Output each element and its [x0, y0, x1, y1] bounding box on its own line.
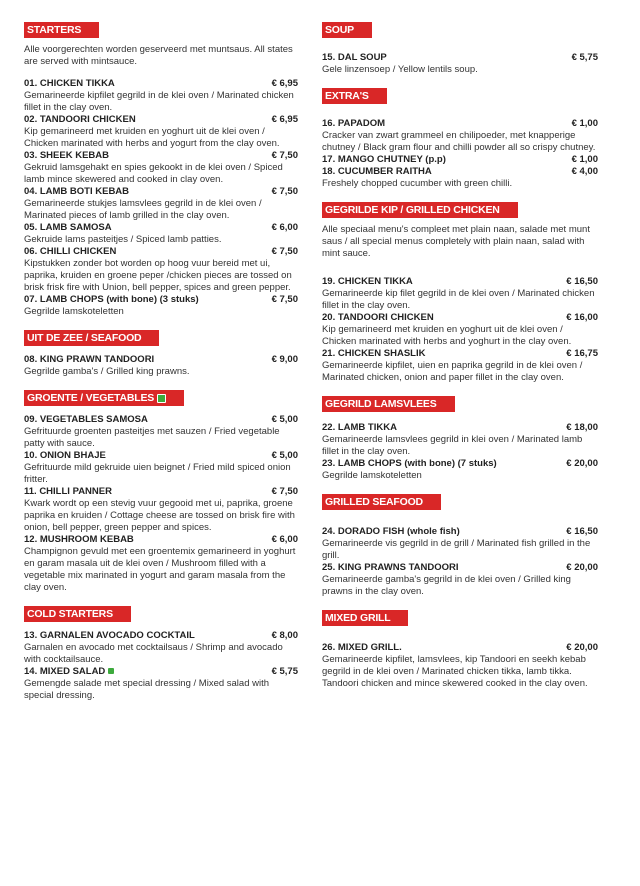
item-description: Kipstukken zonder bot worden op hoog vuur bereid met ui, paprika, kruiden en groene peper /chicken pieces are tossed on brisk frisk fire with Union, bell pepper, spices and green pepper.: [24, 258, 292, 293]
item-description: Champignon gevuld met een groentemix gemarineerd in yoghurt en garam masala uit de klei oven / Mushroom filled with a vegetable mix marinated in yogurt and garam masala from the clay oven.: [24, 546, 296, 593]
item-price: € 18,00: [566, 422, 598, 433]
item-name: 26. MIXED GRILL.: [322, 642, 402, 653]
item-description: Gegrilde lamskoteletten: [24, 306, 124, 317]
item-name: 04. LAMB BOTI KEBAB: [24, 186, 130, 197]
item-name: 15. DAL SOUP: [322, 52, 387, 63]
menu-item: [24, 534, 298, 594]
item-description: Gekruid lamsgehakt en spies gekookt in de klei oven / Spiced lamb mince skewered and cooked in clay oven.: [24, 162, 283, 185]
item-name: 07. LAMB CHOPS (with bone) (3 stuks): [24, 294, 199, 305]
menu-item: [322, 118, 598, 154]
item-description: Gemarineerde kipfilet, lamsvlees, kip Tandoori en seekh kebab gegrild in de klei oven / Marinated chicken tikka, lamb tikka. Tandoori chicken and mince skewered cooked in the clay oven.: [322, 654, 588, 689]
item-price: € 1,00: [571, 154, 598, 165]
section-header-label: GROENTE / VEGETABLES: [27, 392, 155, 404]
item-description: Gemarineerde vis gegrild in de grill / Marinated fish grilled in the grill.: [322, 538, 591, 561]
item-name: 10. ONION BHAJE: [24, 450, 106, 461]
menu-item: [24, 666, 298, 702]
item-price: € 6,00: [271, 534, 298, 545]
left-column: [24, 20, 298, 702]
menu-item: [322, 312, 598, 348]
item-name: 16. PAPADOM: [322, 118, 385, 129]
section-header: UIT DE ZEE / SEAFOOD: [24, 330, 159, 346]
item-price: € 7,50: [271, 294, 298, 305]
menu-item: [322, 526, 598, 562]
section-grilled-seafood: [322, 492, 598, 598]
menu-item: [24, 78, 298, 114]
item-description: Gemarineerde gamba's gegrild in de klei oven / Grilled king prawns in the clay oven.: [322, 574, 571, 597]
item-name: 03. SHEEK KEBAB: [24, 150, 109, 161]
menu-item: [322, 52, 598, 76]
item-description: Gefrituurde groenten pasteitjes met sauzen / Fried vegetable patty with sauce.: [24, 426, 280, 449]
menu-item: [24, 114, 298, 150]
item-description: Gekruide lams pasteitjes / Spiced lamb patties.: [24, 234, 222, 245]
menu-item: [24, 354, 298, 378]
menu-item: [24, 150, 298, 186]
vegetarian-icon: [108, 668, 114, 674]
item-name: 14. MIXED SALAD: [24, 666, 106, 677]
menu-item: [24, 222, 298, 246]
item-name: 23. LAMB CHOPS (with bone) (7 stuks): [322, 458, 497, 469]
menu-item: [322, 348, 598, 384]
menu-item: [322, 562, 598, 598]
item-name: 11. CHILLI PANNER: [24, 486, 112, 497]
item-name: 02. TANDOORI CHICKEN: [24, 114, 136, 125]
item-name: 18. CUCUMBER RAITHA: [322, 166, 432, 177]
item-price: € 7,50: [271, 186, 298, 197]
menu-item: [322, 422, 598, 458]
menu-item: [322, 642, 598, 690]
section-header: GEGRILD LAMSVLEES: [322, 396, 455, 412]
item-name: 13. GARNALEN AVOCADO COCKTAIL: [24, 630, 195, 641]
menu-item: [24, 246, 298, 294]
item-description: Kip gemarineerd met kruiden en yoghurt uit de klei oven / Chicken marinated with herbs and yoghurt in the clay oven.: [322, 324, 572, 347]
item-price: € 20,00: [566, 562, 598, 573]
item-name: 19. CHICKEN TIKKA: [322, 276, 413, 287]
section-header: MIXED GRILL: [322, 610, 408, 626]
item-description: Gemarineerde kip filet gegrild in de klei oven / Marinated chicken fillet in the clay oven.: [322, 288, 595, 311]
item-description: Kwark wordt op een stevig vuur gegooid met ui, paprika, groene paprika en kruiden / Cottage cheese are tossed on brisk fire with onion, bell pepper, green pepper and spices.: [24, 498, 295, 533]
item-name: 21. CHICKEN SHASLIK: [322, 348, 426, 359]
menu-item: [322, 276, 598, 312]
section-soup: [322, 20, 598, 76]
section-grilled-chicken: [322, 200, 598, 384]
section-header: GRILLED SEAFOOD: [322, 494, 441, 510]
item-description: Gemarineerde stukjes lamsvlees gegrild in de klei oven / Marinated pieces of lamb grilled in the clay oven.: [24, 198, 262, 221]
section-seafood: [24, 328, 298, 378]
item-price: € 6,95: [271, 114, 298, 125]
item-price: € 6,95: [271, 78, 298, 89]
item-price: € 5,75: [271, 666, 298, 677]
section-header: EXTRA'S: [322, 88, 387, 104]
section-starters: [24, 20, 298, 318]
item-name: 12. MUSHROOM KEBAB: [24, 534, 134, 545]
item-name: 22. LAMB TIKKA: [322, 422, 397, 433]
item-description: Freshely chopped cucumber with green chilli.: [322, 178, 513, 189]
item-description: Kip gemarineerd met kruiden en yoghurt uit de klei oven / Chicken marinated with herbs and yogurt from the clay oven.: [24, 126, 280, 149]
section-note: Alle speciaal menu's compleet met plain naan, salade met munt saus / all special menus completely with plain naan, salad with mint sauce.: [322, 224, 590, 259]
item-price: € 7,50: [271, 486, 298, 497]
right-column: [322, 20, 598, 690]
vegetarian-icon: [157, 394, 166, 403]
section-lamb: [322, 394, 598, 482]
item-description: Gemengde salade met special dressing / Mixed salad with special dressing.: [24, 678, 270, 701]
item-price: € 5,00: [271, 414, 298, 425]
item-description: Gegrilde lamskoteletten: [322, 470, 422, 481]
item-name: 24. DORADO FISH (whole fish): [322, 526, 460, 537]
item-price: € 7,50: [271, 150, 298, 161]
item-price: € 16,50: [566, 276, 598, 287]
menu-item: [322, 458, 598, 482]
item-name: 05. LAMB SAMOSA: [24, 222, 112, 233]
section-note: Alle voorgerechten worden geserveerd met muntsaus. All states are served with mintsauce.: [24, 44, 293, 67]
item-price: € 6,00: [271, 222, 298, 233]
item-description: Cracker van zwart grammeel en chilipoeder, met knapperige chutney / Black gram flour and chilli powder all so crispy chutney.: [322, 130, 596, 153]
item-name: 20. TANDOORI CHICKEN: [322, 312, 434, 323]
item-price: € 5,00: [271, 450, 298, 461]
item-price: € 4,00: [571, 166, 598, 177]
section-header: GEGRILDE KIP / GRILLED CHICKEN: [322, 202, 518, 218]
item-description: Gemarineerde kipfilet gegrild in de klei oven / Marinated chicken fillet in the clay oven.: [24, 90, 294, 113]
section-extras: [322, 86, 598, 190]
section-header: COLD STARTERS: [24, 606, 131, 622]
menu-item: [322, 166, 598, 190]
item-name: 09. VEGETABLES SAMOSA: [24, 414, 148, 425]
menu-item: [24, 486, 298, 534]
section-header: [24, 390, 184, 406]
section-vegetables: [24, 388, 298, 594]
item-price: € 20,00: [566, 458, 598, 469]
item-name: 01. CHICKEN TIKKA: [24, 78, 115, 89]
item-name: 08. KING PRAWN TANDOORI: [24, 354, 155, 365]
item-price: € 7,50: [271, 246, 298, 257]
menu-item: [322, 154, 598, 166]
item-description: Gemarineerde lamsvlees gegrild in klei oven / Marinated lamb fillet in the clay oven.: [322, 434, 583, 457]
item-price: € 9,00: [271, 354, 298, 365]
item-description: Garnalen en avocado met cocktailsaus / Shrimp and avocado with cocktailsauce.: [24, 642, 283, 665]
section-cold-starters: [24, 604, 298, 702]
item-price: € 1,00: [571, 118, 598, 129]
item-description: Gegrilde gamba's / Grilled king prawns.: [24, 366, 190, 377]
item-name: 06. CHILLI CHICKEN: [24, 246, 117, 257]
menu-item: [24, 414, 298, 450]
item-price: € 5,75: [571, 52, 598, 63]
section-header: SOUP: [322, 22, 372, 38]
item-name: 25. KING PRAWNS TANDOORI: [322, 562, 459, 573]
item-price: € 20,00: [566, 642, 598, 653]
item-description: Gefrituurde mild gekruide uien beignet / Fried mild spiced onion fritter.: [24, 462, 291, 485]
item-price: € 16,75: [566, 348, 598, 359]
item-description: Gemarineerde kipfilet, uien en paprika gegrild in de klei oven / Marinated chicken, onion and paper fillet in the clay oven.: [322, 360, 583, 383]
menu-item: [24, 630, 298, 666]
item-price: € 16,50: [566, 526, 598, 537]
menu-item: [24, 186, 298, 222]
item-name: 17. MANGO CHUTNEY (p.p): [322, 154, 446, 165]
item-description: Gele linzensoep / Yellow lentils soup.: [322, 64, 478, 75]
section-header: STARTERS: [24, 22, 99, 38]
item-price: € 8,00: [271, 630, 298, 641]
menu-item: [24, 294, 298, 318]
menu-item: [24, 450, 298, 486]
item-price: € 16,00: [566, 312, 598, 323]
section-mixed-grill: [322, 608, 598, 690]
